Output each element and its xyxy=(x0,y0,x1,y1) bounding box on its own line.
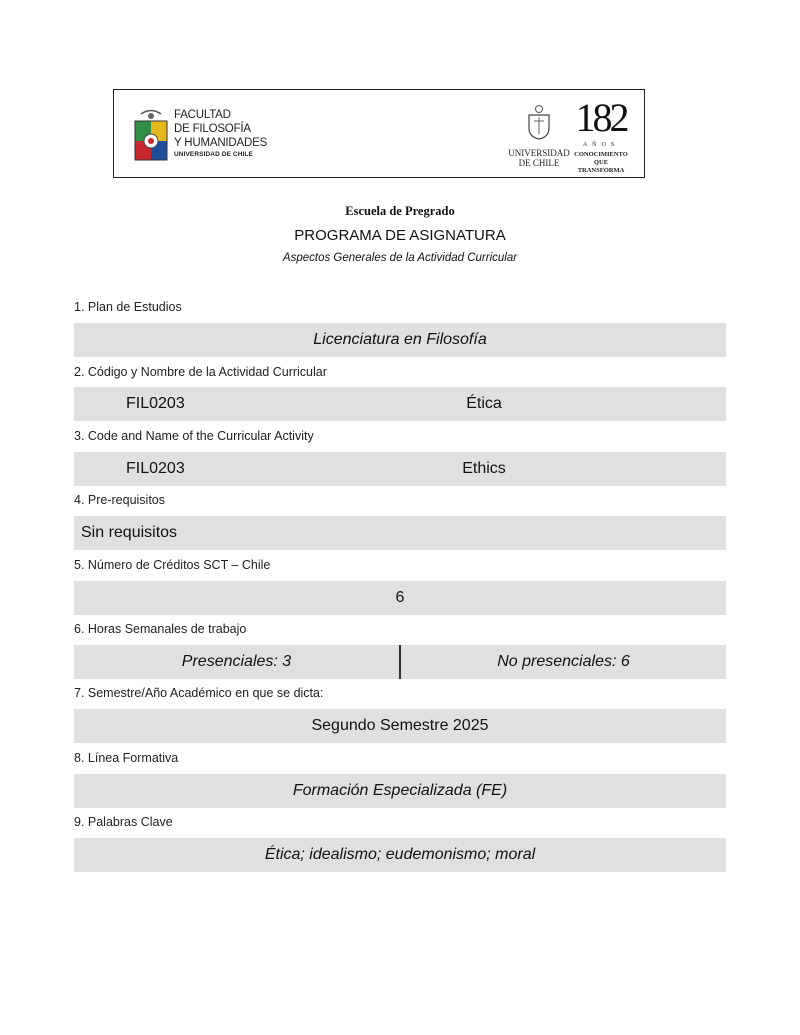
university-line-2: DE CHILE xyxy=(518,158,560,168)
faculty-line-3: Y HUMANIDADES xyxy=(174,137,268,149)
codigo-label: 2. Código y Nombre de la Actividad Curricular xyxy=(74,365,327,379)
institution-header xyxy=(113,89,645,178)
code-en-field xyxy=(74,452,726,486)
school-name: Escuela de Pregrado xyxy=(345,204,455,218)
codigo-field xyxy=(74,387,726,421)
codigo-name: Ética xyxy=(466,395,502,412)
anniversary-tagline-1: CONOCIMIENTO xyxy=(574,151,628,158)
code-en-code: FIL0203 xyxy=(126,460,185,477)
anniversary-tagline xyxy=(573,151,629,175)
semestre-label: 7. Semestre/Año Académico en que se dicta: xyxy=(74,686,324,700)
faculty-line-2: DE FILOSOFÍA xyxy=(174,123,251,135)
horas-label: 6. Horas Semanales de trabajo xyxy=(74,622,247,636)
university-wordmark xyxy=(505,148,573,168)
code-en-label: 3. Code and Name of the Curricular Activity xyxy=(74,429,314,443)
horas-presenciales: Presenciales: 3 xyxy=(181,653,292,670)
code-en-name: Ethics xyxy=(462,460,506,477)
prereq-label: 4. Pre-requisitos xyxy=(74,493,166,507)
linea-value: Formación Especializada (FE) xyxy=(292,782,508,799)
linea-field xyxy=(74,774,726,808)
page-title: PROGRAMA DE ASIGNATURA xyxy=(294,227,506,244)
prereq-field xyxy=(74,516,726,550)
horas-no-presenciales: No presenciales: 6 xyxy=(497,653,630,670)
university-seal-icon xyxy=(526,104,552,140)
anniversary-years: AÑOS xyxy=(582,142,620,148)
semestre-value: Segundo Semestre 2025 xyxy=(311,717,489,734)
creditos-value: 6 xyxy=(395,589,405,606)
anniversary-number: 182 xyxy=(575,95,627,140)
plan-label: 1. Plan de Estudios xyxy=(74,300,182,314)
faculty-line-1: FACULTAD xyxy=(174,109,231,121)
plan-field xyxy=(74,323,726,357)
page-subtitle: Aspectos Generales de la Actividad Curricular xyxy=(282,252,518,264)
semestre-field xyxy=(74,709,726,743)
faculty-seal-icon xyxy=(134,108,168,164)
faculty-wordmark xyxy=(174,108,267,160)
faculty-line-4: UNIVERSIDAD DE CHILE xyxy=(174,151,253,158)
prereq-value: Sin requisitos xyxy=(81,524,178,541)
linea-label: 8. Línea Formativa xyxy=(74,751,179,765)
palabras-label: 9. Palabras Clave xyxy=(74,815,173,829)
palabras-value: Ética; idealismo; eudemonismo; moral xyxy=(264,846,536,863)
codigo-code: FIL0203 xyxy=(126,395,185,412)
university-line-1: UNIVERSIDAD xyxy=(508,148,570,158)
palabras-field xyxy=(74,838,726,872)
creditos-label: 5. Número de Créditos SCT – Chile xyxy=(74,558,271,572)
horas-field xyxy=(74,645,726,679)
anniversary-tagline-2: QUE TRANSFORMA xyxy=(577,159,625,174)
creditos-field xyxy=(74,581,726,615)
plan-value: Licenciatura en Filosofía xyxy=(313,331,487,348)
